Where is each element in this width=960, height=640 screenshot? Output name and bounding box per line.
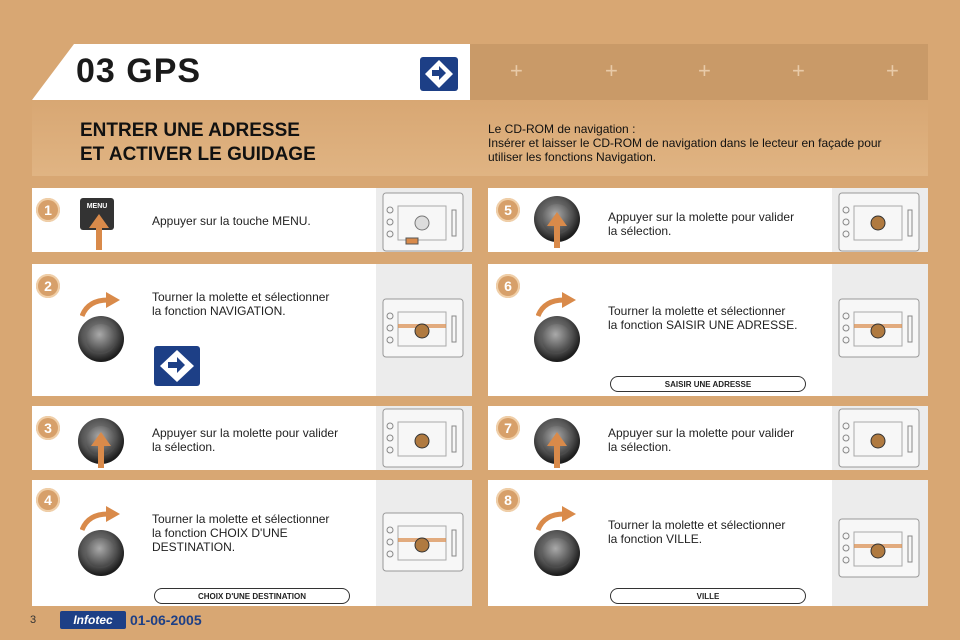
step-3-text-line1: Appuyer sur la molette pour valider	[152, 426, 339, 440]
step-number-3: 3	[36, 416, 60, 440]
rotary-knob-icon	[78, 316, 124, 362]
step-2-text-line1: Tourner la molette et sélectionner	[152, 290, 330, 304]
radio-panel-illustration	[838, 192, 920, 252]
rotate-arrow-icon	[536, 506, 576, 532]
step-7-text-line1: Appuyer sur la molette pour valider	[608, 426, 795, 440]
rotate-arrow-icon	[80, 292, 120, 318]
menu-option-label: SAISIR UNE ADRESSE	[610, 376, 806, 392]
page-number: 3	[30, 614, 37, 626]
plus-deco-icon: +	[510, 58, 523, 83]
plus-deco-icon: +	[698, 58, 711, 83]
plus-deco-icon: +	[605, 58, 618, 83]
step-3-text-line2: la sélection.	[152, 440, 216, 454]
header-decoration	[470, 44, 928, 100]
step-8-text-line2: la fonction VILLE.	[608, 532, 703, 546]
navigation-arrow-icon	[420, 57, 458, 91]
step-7-text-line2: la sélection.	[608, 440, 672, 454]
step-4-text-line3: DESTINATION.	[152, 540, 236, 554]
radio-panel-illustration	[382, 298, 464, 358]
press-arrow-icon	[91, 432, 111, 468]
press-arrow-icon	[547, 212, 567, 248]
plus-deco-icon: +	[886, 58, 899, 83]
step-2-text-line2: la fonction NAVIGATION.	[152, 304, 286, 318]
step-number-1: 1	[36, 198, 60, 222]
step-4-text-line2: la fonction CHOIX D'UNE	[152, 526, 288, 540]
infotec-logo: Infotec	[60, 611, 126, 629]
press-arrow-icon	[547, 432, 567, 468]
step-number-2: 2	[36, 274, 60, 298]
section-title-line1: ENTRER UNE ADRESSE	[80, 120, 300, 141]
rotate-arrow-icon	[536, 292, 576, 318]
page-title: 03 GPS	[76, 52, 202, 90]
rotate-arrow-icon	[80, 506, 120, 532]
radio-panel-illustration	[382, 408, 464, 468]
step-4-text-line1: Tourner la molette et sélectionner	[152, 512, 330, 526]
step-number-4: 4	[36, 488, 60, 512]
rotary-knob-icon	[78, 530, 124, 576]
step-5-text-line1: Appuyer sur la molette pour valider	[608, 210, 795, 224]
section-title-line2: ET ACTIVER LE GUIDAGE	[80, 144, 316, 165]
plus-deco-icon: +	[792, 58, 805, 83]
step-6-text-line1: Tourner la molette et sélectionner	[608, 304, 786, 318]
cd-note-line3: utiliser les fonctions Navigation.	[488, 150, 657, 164]
document-date: 01-06-2005	[130, 612, 202, 628]
radio-panel-illustration	[382, 512, 464, 572]
radio-panel-illustration	[838, 298, 920, 358]
step-number-8: 8	[496, 488, 520, 512]
radio-panel-illustration	[838, 408, 920, 468]
cd-note-line2: Insérer et laisser le CD-ROM de navigation dans le lecteur en façade pour	[488, 136, 882, 150]
radio-panel-illustration	[382, 192, 464, 252]
step-number-7: 7	[496, 416, 520, 440]
press-arrow-icon	[89, 214, 109, 250]
menu-option-label: CHOIX D'UNE DESTINATION	[154, 588, 350, 604]
menu-option-label: VILLE	[610, 588, 806, 604]
rotary-knob-icon	[534, 530, 580, 576]
step-number-6: 6	[496, 274, 520, 298]
step-number-5: 5	[496, 198, 520, 222]
step-5-text-line2: la sélection.	[608, 224, 672, 238]
navigation-arrow-icon	[154, 346, 200, 386]
menu-button-icon: MENU	[80, 198, 114, 230]
radio-panel-illustration	[838, 518, 920, 578]
step-8-text-line1: Tourner la molette et sélectionner	[608, 518, 786, 532]
step-6-text-line2: la fonction SAISIR UNE ADRESSE.	[608, 318, 798, 332]
cd-note-line1: Le CD-ROM de navigation :	[488, 122, 636, 136]
step-1-text-line1: Appuyer sur la touche MENU.	[152, 214, 311, 228]
rotary-knob-icon	[534, 316, 580, 362]
